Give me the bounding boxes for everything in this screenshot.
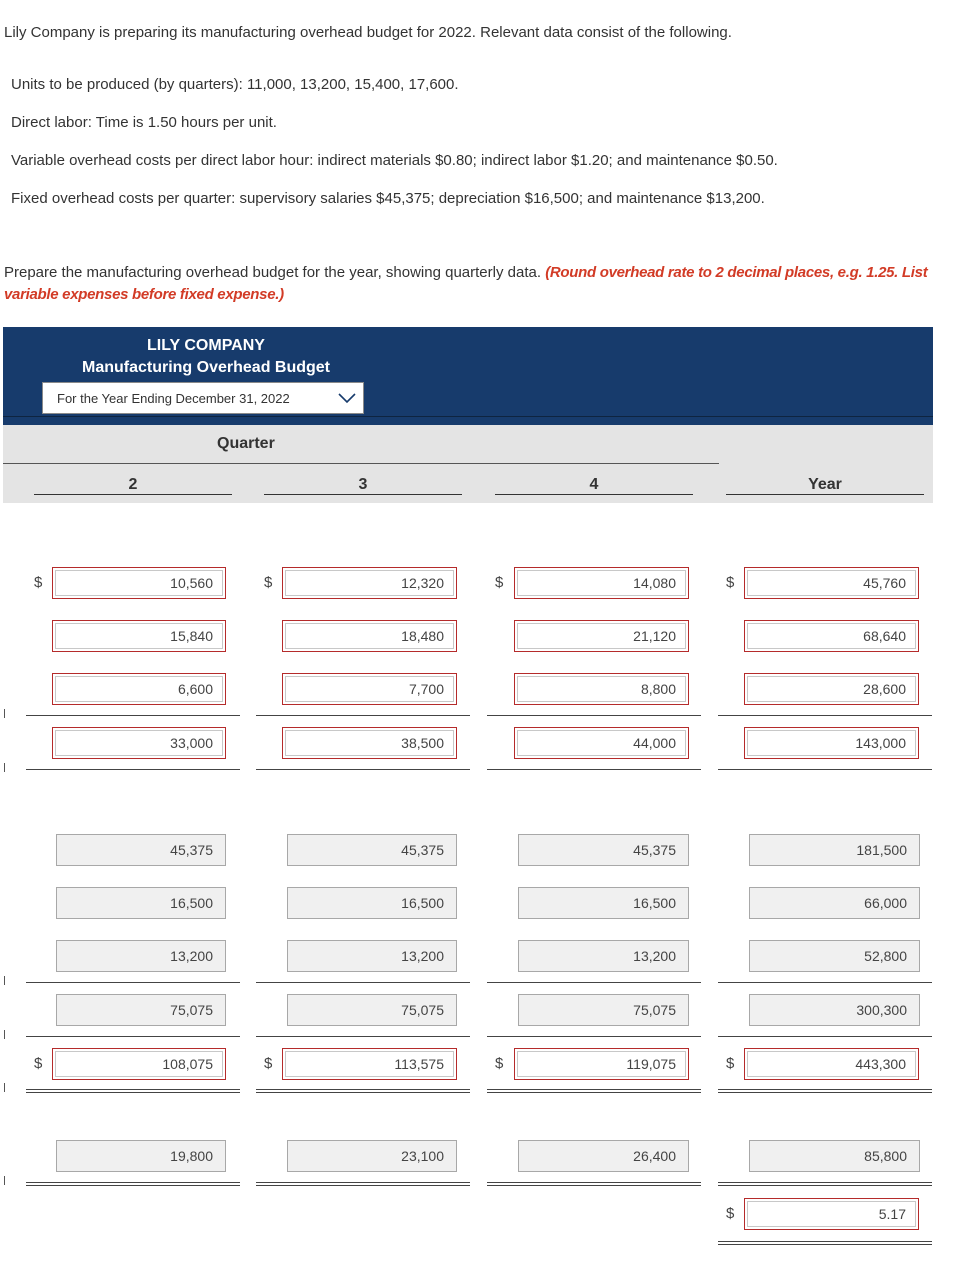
input-r9-q4[interactable]: 119,075 (514, 1048, 689, 1080)
cell-r10-year: 85,800 (749, 1140, 920, 1172)
total-double-line (256, 1185, 470, 1186)
subtotal-line (256, 982, 470, 983)
input-r1-year[interactable]: 45,760 (744, 567, 919, 599)
cell-r10-q4: 26,400 (518, 1140, 689, 1172)
fact-direct-labor: Direct labor: Time is 1.50 hours per unit. (11, 114, 277, 131)
total-double-line (487, 1092, 701, 1093)
input-r9-year[interactable]: 443,300 (744, 1048, 919, 1080)
budget-title: Manufacturing Overhead Budget (81, 359, 331, 376)
col-header-q2: 2 (128, 476, 138, 493)
col-underline-q3 (264, 494, 462, 495)
total-double-line (26, 1182, 240, 1183)
total-double-line (26, 1089, 240, 1090)
input-r3-q3[interactable]: 7,700 (282, 673, 457, 705)
cell-r5-year: 181,500 (749, 834, 920, 866)
input-r2-year[interactable]: 68,640 (744, 620, 919, 652)
cell-r10-q3: 23,100 (287, 1140, 457, 1172)
row-marker (4, 1083, 5, 1092)
total-double-line (718, 1244, 932, 1245)
subtotal-line (256, 1036, 470, 1037)
input-r1-q4[interactable]: 14,080 (514, 567, 689, 599)
column-header-band (3, 425, 933, 503)
cell-r8-q3: 75,075 (287, 994, 457, 1026)
subtotal-line (26, 715, 240, 716)
cell-r6-year: 66,000 (749, 887, 920, 919)
cell-r7-q3: 13,200 (287, 940, 457, 972)
subtotal-line (26, 1036, 240, 1037)
col-header-q4: 4 (589, 476, 599, 493)
cell-r8-year: 300,300 (749, 994, 920, 1026)
banner-divider (3, 416, 933, 417)
fact-units: Units to be produced (by quarters): 11,000, 13,200, 15,400, 17,600. (11, 76, 459, 93)
input-r2-q3[interactable]: 18,480 (282, 620, 457, 652)
subtotal-line (718, 769, 932, 770)
cell-r10-q2: 19,800 (56, 1140, 226, 1172)
fact-variable-overhead: Variable overhead costs per direct labor hour: indirect materials $0.80; indirect labor $1.20; and maintenance $0.50. (11, 152, 778, 169)
total-double-line (487, 1185, 701, 1186)
cell-r7-q4: 13,200 (518, 940, 689, 972)
input-r2-q2[interactable]: 15,840 (52, 620, 226, 652)
cell-r5-q4: 45,375 (518, 834, 689, 866)
quarter-underline (3, 463, 719, 464)
input-r3-q2[interactable]: 6,600 (52, 673, 226, 705)
total-double-line (718, 1182, 932, 1183)
row-marker (4, 709, 5, 718)
total-double-line (26, 1185, 240, 1186)
input-r2-q4[interactable]: 21,120 (514, 620, 689, 652)
total-double-line (718, 1185, 932, 1186)
subtotal-line (26, 982, 240, 983)
total-double-line (256, 1092, 470, 1093)
instruction-note-1: (Round overhead rate to 2 decimal places, e.g. 1.25. List (545, 264, 928, 281)
subtotal-line (718, 715, 932, 716)
dollar-sign: $ (495, 1055, 504, 1072)
period-dropdown[interactable] (42, 382, 364, 414)
cell-r7-q2: 13,200 (56, 940, 226, 972)
total-double-line (718, 1089, 932, 1090)
col-underline-year (726, 494, 924, 495)
input-r1-q2[interactable]: 10,560 (52, 567, 226, 599)
cell-r8-q4: 75,075 (518, 994, 689, 1026)
cell-r6-q4: 16,500 (518, 887, 689, 919)
input-r4-year[interactable]: 143,000 (744, 727, 919, 759)
chevron-down-icon (337, 391, 357, 405)
subtotal-line (487, 1036, 701, 1037)
input-r4-q2[interactable]: 33,000 (52, 727, 226, 759)
row-marker (4, 1030, 5, 1039)
cell-r8-q2: 75,075 (56, 994, 226, 1026)
total-double-line (487, 1089, 701, 1090)
total-double-line (718, 1092, 932, 1093)
dollar-sign: $ (34, 574, 43, 591)
dollar-sign: $ (34, 1055, 43, 1072)
subtotal-line (26, 769, 240, 770)
subtotal-line (487, 715, 701, 716)
subtotal-line (256, 715, 470, 716)
cell-r5-q3: 45,375 (287, 834, 457, 866)
input-r4-q4[interactable]: 44,000 (514, 727, 689, 759)
fact-fixed-overhead: Fixed overhead costs per quarter: supervisory salaries $45,375; depreciation $16,500; and maintenance $13,200. (11, 190, 765, 207)
cell-r7-year: 52,800 (749, 940, 920, 972)
input-r1-q3[interactable]: 12,320 (282, 567, 457, 599)
subtotal-line (718, 1036, 932, 1037)
instruction-text: Prepare the manufacturing overhead budget for the year, showing quarterly data. (4, 264, 542, 281)
col-underline-q2 (34, 494, 232, 495)
total-double-line (256, 1182, 470, 1183)
dollar-sign: $ (726, 1205, 735, 1222)
company-name: LILY COMPANY (147, 337, 265, 354)
problem-intro: Lily Company is preparing its manufacturing overhead budget for 2022. Relevant data consist of the following. (4, 24, 732, 41)
input-r3-year[interactable]: 28,600 (744, 673, 919, 705)
input-r9-q2[interactable]: 108,075 (52, 1048, 226, 1080)
total-double-line (718, 1241, 932, 1242)
dollar-sign: $ (495, 574, 504, 591)
input-r9-q3[interactable]: 113,575 (282, 1048, 457, 1080)
dollar-sign: $ (264, 1055, 273, 1072)
cell-r6-q3: 16,500 (287, 887, 457, 919)
dollar-sign: $ (264, 574, 273, 591)
row-marker (4, 763, 5, 772)
subtotal-line (256, 769, 470, 770)
instruction (4, 262, 944, 306)
cell-r6-q2: 16,500 (56, 887, 226, 919)
period-dropdown-value: For the Year Ending December 31, 2022 (57, 391, 290, 406)
cell-r5-q2: 45,375 (56, 834, 226, 866)
row-marker (4, 976, 5, 985)
input-r4-q3[interactable]: 38,500 (282, 727, 457, 759)
instruction-note-2: variable expenses before fixed expense.) (4, 286, 284, 303)
dollar-sign: $ (726, 574, 735, 591)
subtotal-line (487, 769, 701, 770)
row-marker (4, 1176, 5, 1185)
col-underline-q4 (495, 494, 693, 495)
subtotal-line (718, 982, 932, 983)
dollar-sign: $ (726, 1055, 735, 1072)
subtotal-line (487, 982, 701, 983)
col-header-q3: 3 (358, 476, 368, 493)
total-double-line (26, 1092, 240, 1093)
quarter-label: Quarter (217, 435, 275, 452)
input-overhead-rate[interactable]: 5.17 (744, 1198, 919, 1230)
total-double-line (487, 1182, 701, 1183)
input-r3-q4[interactable]: 8,800 (514, 673, 689, 705)
total-double-line (256, 1089, 470, 1090)
col-header-year: Year (808, 476, 842, 493)
